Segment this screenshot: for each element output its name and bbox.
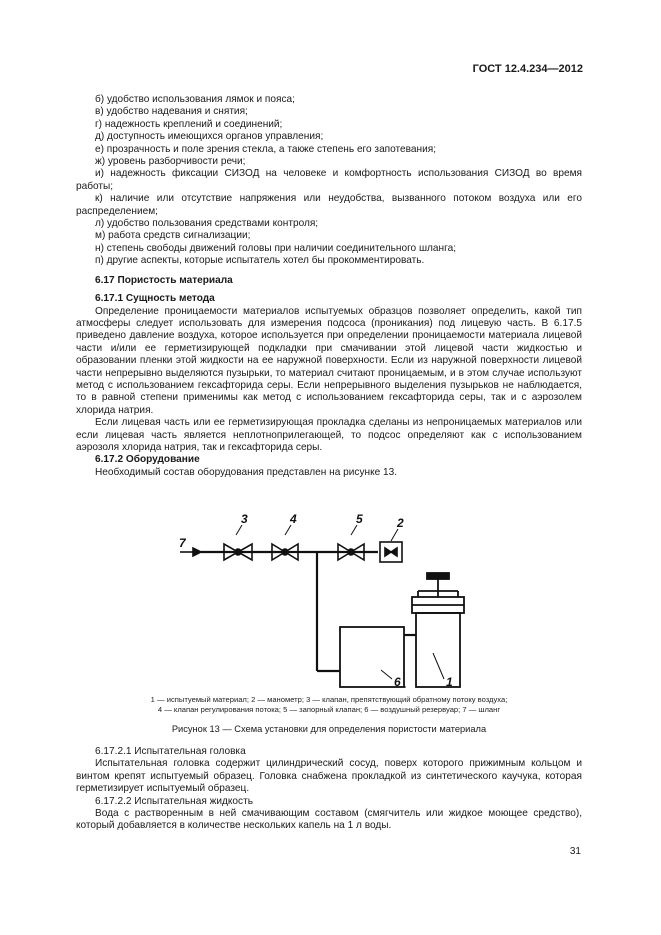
list-item: в) удобство надевания и снятия; [95, 106, 248, 118]
label-7: 7 [179, 536, 186, 550]
label-3: 3 [241, 512, 248, 526]
subsection-heading: 6.17.2 Оборудование [95, 454, 200, 466]
list-item: ж) уровень разборчивости речи; [95, 156, 246, 168]
list-item: м) работа средств сигнализации; [95, 230, 251, 242]
manometer-2 [380, 542, 402, 562]
section-heading: 6.17 Пористость материала [95, 274, 233, 286]
paragraph: Определение проницаемости материалов испытуемых образцов позволяет определить, какой тип атмосферы следует использовать для измерения подсоса (проникания) под лицевую часть. В 6.17.5 приведено давление воздуха, которое используется при определении проницаемости материала лицевой части и/или ее герметизирующей подкладки при смачивании этой лицевой части жидкостью и образовании пленки этой жидкости на ее наружной поверхности. Если из наружной поверхности лицевой части непрерывно выделяются пузырьки, то материал считают проницаемым, и в этом случае используют метод с использованием гексафторида серы. Если непрерывного выделения пузырьков не наблюдается, то в равной степени применимы как метод с использованием гексафторида серы, так и с аэрозолем хлорида натрия. [76, 305, 582, 416]
paragraph: Испытательная головка содержит цилиндрический сосуд, поверх которого прижимным кольцом и винтом крепят испытуемый образец. Головка снабжена прокладкой из синтетического каучука, которая герметизирует испытуемый образец. [76, 758, 582, 795]
subsection-heading: 6.17.1 Сущность метода [95, 293, 215, 305]
label-2: 2 [397, 516, 404, 530]
paragraph: Вода с растворенным в ней смачивающим составом (смягчитель или жидкое моющее средство), который добавляется в количестве нескольких капель на 1 л воды. [76, 808, 582, 832]
label-1: 1 [446, 675, 453, 689]
figure-caption: Рисунок 13 — Схема установки для определения пористости материала [171, 724, 487, 734]
list-item: д) доступность имеющихся органов управления; [95, 131, 324, 143]
main-text-continued [76, 746, 582, 833]
list-item: е) прозрачность и поле зрения стекла, а также степень его запотевания; [95, 143, 437, 155]
figure-13-diagram [76, 505, 582, 700]
page-number: 31 [569, 846, 581, 857]
list-item: и) надежность фиксации СИЗОД на человеке и комфортность использования СИЗОД во время работы; [76, 168, 582, 192]
label-6: 6 [394, 675, 401, 689]
list-item: п) другие аспекты, которые испытатель хотел бы прокомментировать. [95, 255, 425, 267]
main-text [76, 94, 582, 479]
list-item: л) удобство пользования средствами контроля; [95, 218, 319, 230]
test-head-1 [412, 573, 464, 687]
list-item: н) степень свободы движений головы при наличии соединительного шланга; [95, 242, 456, 254]
list-item: б) удобство использования лямок и пояса; [95, 94, 295, 105]
legend-line: 1 — испытуемый материал; 2 — манометр; 3 — клапан, препятствующий обратному потоку воздуха; [150, 695, 508, 704]
label-4: 4 [290, 512, 297, 526]
list-item: г) надежность креплений и соединений; [95, 118, 283, 130]
legend-line: 4 — клапан регулирования потока; 5 — запорный клапан; 6 — воздушный резервуар; 7 — шланг [157, 705, 501, 714]
subsection-heading: 6.17.2.1 Испытательная головка [95, 746, 246, 757]
document-code: ГОСТ 12.4.234—2012 [472, 63, 583, 75]
list-item: к) наличие или отсутствие напряжения или неудобства, вызванного потоком воздуха или его распределением; [76, 193, 582, 217]
subsection-heading: 6.17.2.2 Испытательная жидкость [95, 795, 253, 807]
figure-legend [76, 695, 582, 715]
label-5: 5 [356, 512, 363, 526]
paragraph: Если лицевая часть или ее герметизирующая прокладка сделаны из непроницаемых материалов или если лицевая часть является неплотноприлегающей, то подсос определяют как с использованием аэрозоля хлорида натрия, так и гексафторида серы. [76, 417, 582, 453]
paragraph: Необходимый состав оборудования представлен на рисунке 13. [95, 466, 398, 478]
